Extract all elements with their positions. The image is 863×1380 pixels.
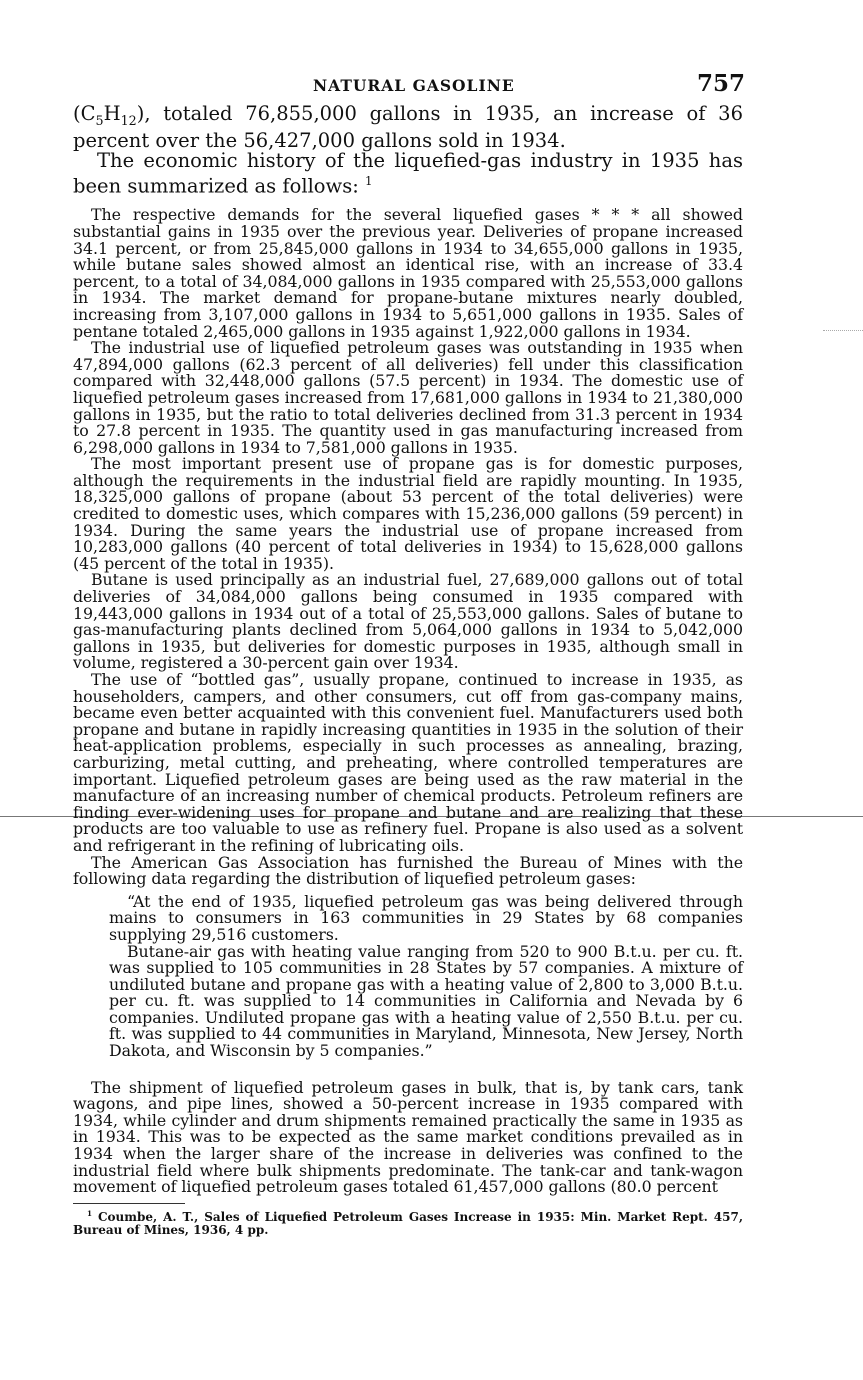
quote-paragraph: The respective demands for the several liquefied gases * * * all showed substantial gains in 1935 over the previous year. Deliveries of propane increased 34.1 percent, or from 25,845,000 gallons in 1934 to 34,655,000 gallons in 1935, while butane sales showed almost an identical rise, with an increase of 33.4 percent, to a total of 34,084,000 gallons in 1935 compared with 25,553,000 gallons in 1934. The market demand for propane-butane mixtures nearly doubled, increasing from 3,107,000 gallons in 1934 to 5,651,000 gallons in 1935. Sales of pentane totaled 2,465,000 gallons in 1935 against 1,922,000 gallons in 1934. [73, 205, 743, 341]
page-number: 757 [696, 70, 745, 97]
quote-paragraph: The American Gas Association has furnished the Bureau of Mines with the following data regarding the distribution of liquefied petroleum gases: [73, 852, 743, 889]
scan-edge-mark [823, 330, 863, 331]
nested-quote-paragraph: Butane-air gas with heating value ranging from 520 to 900 B.t.u. per cu. ft. was supplied to 105 communities in 28 States by 57 companies. A mixture of undiluted butane and propane gas with a heating value of 2,800 to 3,000 B.t.u. per cu. ft. was supplied to 14 communities in California and Nevada by 6 companies. Undiluted propane gas with a heating value of 2,550 B.t.u. per cu. ft. was supplied to 44 communities in Maryland, Minnesota, New Jersey, North Dakota, and Wisconsin by 5 companies.” [109, 941, 743, 1061]
lead-paragraph-2-text: The economic history of the liquefied-gas industry in 1935 has been summarized as follows: [73, 148, 743, 198]
running-head: NATURAL GASOLINE [313, 76, 515, 95]
formula-h: H [103, 102, 121, 125]
quote-paragraph: The most important present use of propane gas is for domestic purposes, although the requirements in the industrial field are rapidly mounting. In 1935, 18,325,000 gallons of propane (about 53 percent of the total deliveries) were credited to domestic uses, which compares with 15,236,000 gallons (59 percent) in 1934. During the same years the industrial use of propane increased from 10,283,000 gallons (40 percent of total deliveries in 1934) to 15,628,000 gallons (45 percent of the total in 1935). [73, 454, 743, 573]
footnote-text: Coumbe, A. T., Sales of Liquefied Petroleum Gases Increase in 1935: Min. Market Rept. 457, Bureau of Mines, 1936, 4 pp. [73, 1209, 743, 1237]
nested-quote-paragraph: “At the end of 1935, liquefied petroleum gas was being delivered through mains to consumers in 163 communities in 29 States by 68 companies supplying 29,516 customers. [109, 891, 743, 944]
footnote [73, 1207, 743, 1237]
quote-paragraph: The use of “bottled gas”, usually propane, continued to increase in 1935, as householders, campers, and other consumers, cut off from gas-company mains, became even better acquainted with this convenient fuel. Manufacturers used both propane and butane in rapidly increasing quantities in 1935 in the solution of their heat-application problems, especially in such processes as annealing, brazing, carburizing, metal cutting, and preheating, where controlled temperatures are important. Liquefied petroleum gases are being used as the raw material in the manufacture of an increasing number of chemical products. Petroleum refiners are finding ever-widening uses for propane and butane and are realizing that these products are too valuable to use as refinery fuel. Propane is also used as a solvent and refrigerant in the refining of lubricating oils. [73, 670, 743, 855]
document-page [73, 70, 743, 1237]
lead-paragraph-1: $(C_5H_{12})$, totaled 76,855,000 gallons in 1935, an increase of 36 percent over the 56,427,000 gallons sold in 1934. [73, 102, 743, 152]
formula-c: C [80, 102, 96, 125]
quote-paragraph: The industrial use of liquefied petroleum gases was outstanding in 1935 when 47,894,000 gallons (62.3 percent of all deliveries) fell under this classification compared with 32,448,000 gallons (57.5 percent) in 1934. The domestic use of liquefied petroleum gases increased from 17,681,000 gallons in 1934 to 21,380,000 gallons in 1935, but the ratio to total deliveries declined from 31.3 percent in 1934 to 27.8 percent in 1935. The quantity used in gas manufacturing increased from 6,298,000 gallons in 1934 to 7,581,000 gallons in 1935. [73, 338, 743, 457]
lead-paragraph-1-text: ), totaled 76,855,000 gallons in 1935, an increase of 36 percent over the 56,427,000 gallons sold in 1934. [73, 102, 743, 152]
formula-sub-5: 5 [95, 112, 104, 128]
body-paragraph: The shipment of liquefied petroleum gases in bulk, that is, by tank cars, tank wagons, and pipe lines, showed a 50-percent increase in 1935 compared with 1934, while cylinder and drum shipments remained practically the same in 1935 as in 1934. This was to be expected as the same market conditions prevailed as in 1934 when the larger share of the increase in deliveries was confined to the industrial field where bulk shipments predominate. The tank-car and tank-wagon movement of liquefied petroleum gases totaled 61,457,000 gallons (80.0 percent [73, 1077, 743, 1197]
footnote-marker: 1 [87, 1208, 93, 1218]
body-continuation [73, 1077, 743, 1197]
formula-sub-12: 12 [120, 112, 137, 128]
page-header [73, 70, 743, 104]
footnote-reference: 1 [365, 173, 373, 188]
lead-paragraph-2 [73, 148, 743, 198]
quoted-summary [73, 207, 743, 1059]
footnote-divider [73, 1203, 185, 1204]
nested-quotation [109, 891, 743, 1061]
quote-paragraph: Butane is used principally as an industrial fuel, 27,689,000 gallons out of total deliveries of 34,084,000 gallons being consumed in 1935 compared with 19,443,000 gallons in 1934 out of a total of 25,553,000 gallons. Sales of butane to gas-manufacturing plants declined from 5,064,000 gallons in 1934 to 5,042,000 gallons in 1935, but deliveries for domestic purposes in 1935, although small in volume, registered a 30-percent gain over 1934. [73, 570, 743, 673]
